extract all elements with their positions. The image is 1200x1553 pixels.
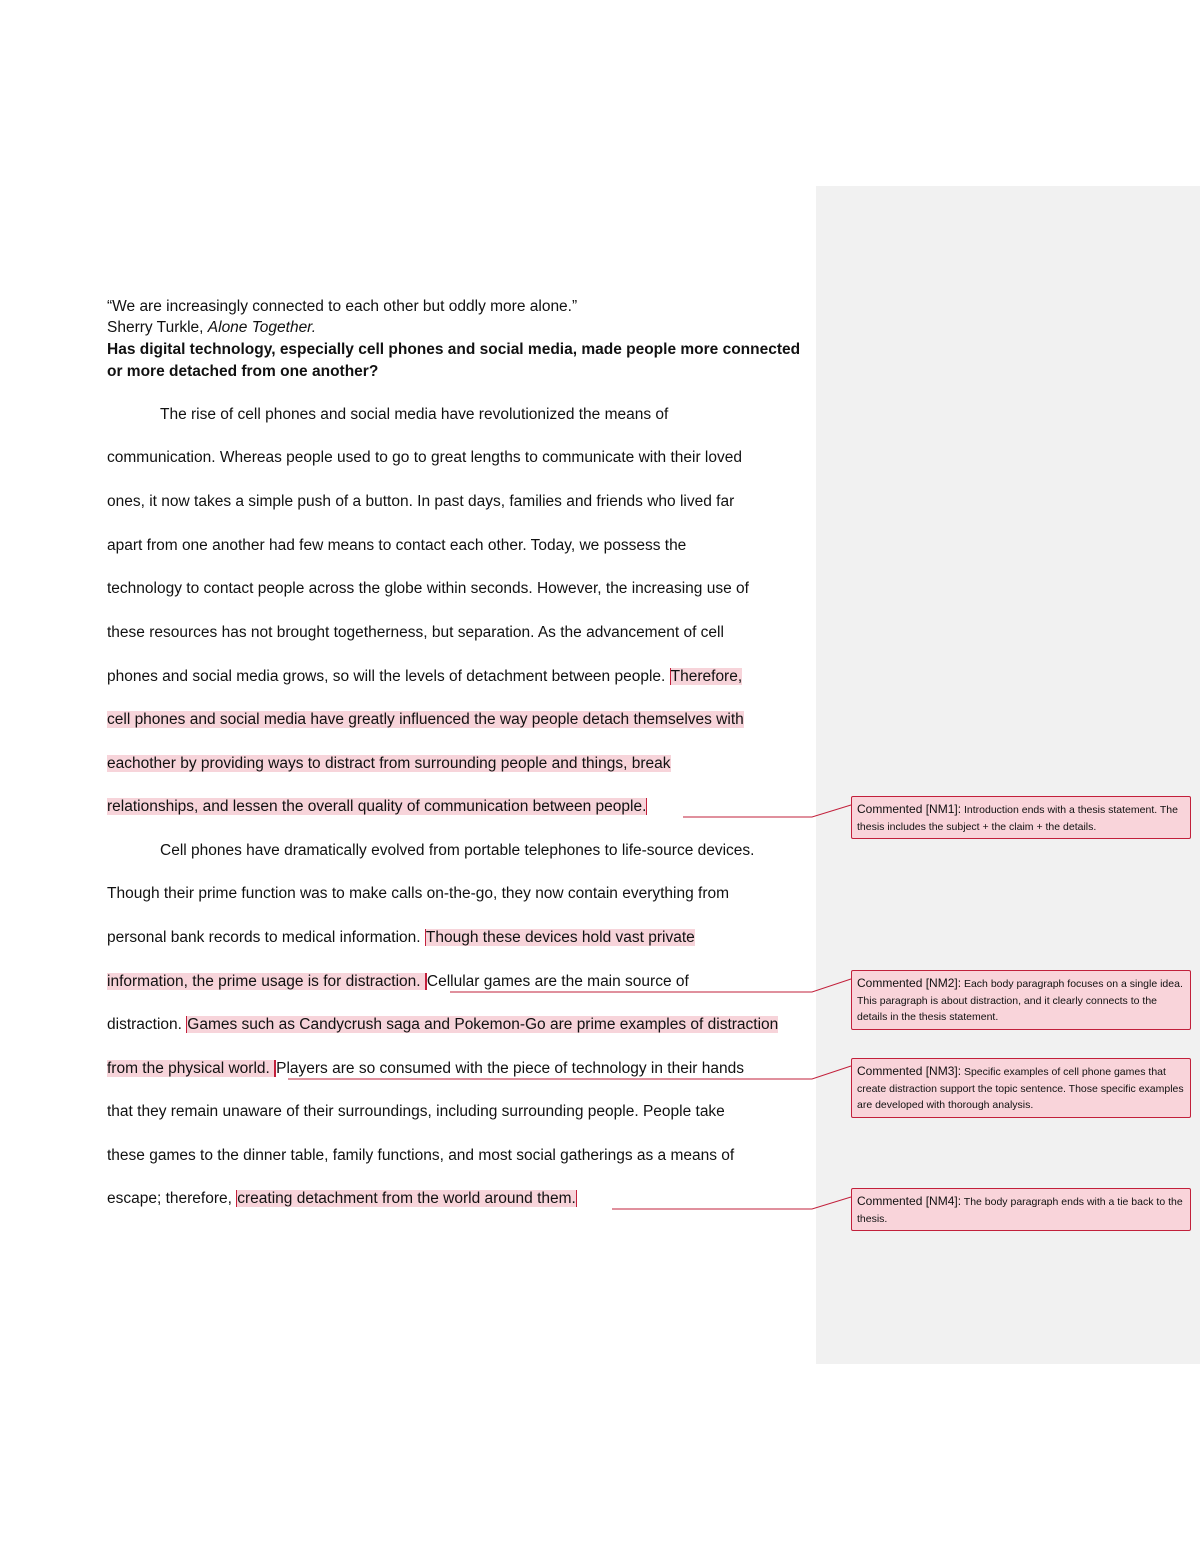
text-line: ones, it now takes a simple push of a button. In past days, families and friends who lived far [107,493,735,510]
comment-label: Commented [NM1]: [857,802,962,816]
commented-text-nm1[interactable]: Therefore, [670,668,743,685]
commented-text-nm4[interactable]: creating detachment from the world around them. [237,1190,576,1207]
text-line [107,796,647,818]
text-line [107,709,744,731]
comment-text: The body paragraph ends with a tie back to the thesis. [857,1196,1183,1225]
commented-text-nm1[interactable]: eachother by providing ways to distract from surrounding people and things, break [107,755,671,772]
commented-text-nm2[interactable]: information, the prime usage is for distraction. [107,973,425,990]
attribution-author: Sherry Turkle, [107,319,208,336]
comment-nm3[interactable] [851,1058,1191,1118]
epigraph-quote: “We are increasingly connected to each other but oddly more alone.” [107,298,578,315]
text-line: personal bank records to medical information. Though these devices hold vast private [107,929,695,946]
comment-nm1[interactable] [851,796,1191,839]
text-line [107,753,671,775]
text-line: that they remain unaware of their surroundings, including surrounding people. People take [107,1103,725,1120]
attribution-title: Alone Together. [207,319,317,336]
comment-nm2[interactable] [851,970,1191,1030]
commented-text-nm1[interactable]: relationships, and lessen the overall quality of communication between people. [107,798,647,815]
essay-question: Has digital technology, especially cell phones and social media, made people more connected or more detached from one another? [107,341,801,380]
comment-label: Commented [NM4]: [857,1194,962,1208]
text-line: these games to the dinner table, family functions, and most social gatherings as a means of [107,1147,735,1164]
comment-nm4[interactable] [851,1188,1191,1231]
commented-text-nm3[interactable]: Games such as Candycrush saga and Pokemon-Go are prime examples of distraction [187,1016,779,1033]
text-line: The rise of cell phones and social media have revolutionized the means of [160,406,669,423]
text-line: apart from one another had few means to contact each other. Today, we possess the [107,537,687,554]
epigraph-attribution [107,317,316,338]
commented-text-nm1[interactable]: cell phones and social media have greatly influenced the way people detach themselves with [107,711,744,728]
text-line: escape; therefore, creating detachment from the world around them. [107,1190,576,1207]
comment-text: Each body paragraph focuses on a single idea. This paragraph is about distraction, and it clearly connects to the details in the thesis statement. [857,978,1183,1023]
commented-text-nm3[interactable]: from the physical world. [107,1060,275,1077]
text-line: Cell phones have dramatically evolved from portable telephones to life-source devices. [160,842,755,859]
text-line: distraction. Games such as Candycrush saga and Pokemon-Go are prime examples of distraction [107,1016,779,1033]
commented-text-nm2[interactable]: Though these devices hold vast private [425,929,695,946]
text-line [107,971,689,993]
commented-text-nm3[interactable]: Cellular games are the main source of [426,973,689,990]
text-line: these resources has not brought togetherness, but separation. As the advancement of cell [107,624,724,641]
comment-text: Specific examples of cell phone games that create distraction support the topic sentence. Those specific examples are developed with thorough analysis. [857,1066,1184,1111]
text-line: phones and social media grows, so will the levels of detachment between people. Therefore, [107,668,743,685]
text-line: communication. Whereas people used to go to great lengths to communicate with their loved [107,449,742,466]
text-line: technology to contact people across the globe within seconds. However, the increasing use of [107,580,749,597]
text-line [107,1058,744,1080]
text-line: Though their prime function was to make calls on-the-go, they now contain everything from [107,885,730,902]
comment-label: Commented [NM3]: [857,1064,962,1078]
comment-text: Introduction ends with a thesis statement. The thesis includes the subject + the claim + the details. [857,804,1178,833]
comment-label: Commented [NM2]: [857,976,962,990]
commented-text-nm3-continued[interactable]: Players are so consumed with the piece of technology in their hands [276,1060,744,1077]
